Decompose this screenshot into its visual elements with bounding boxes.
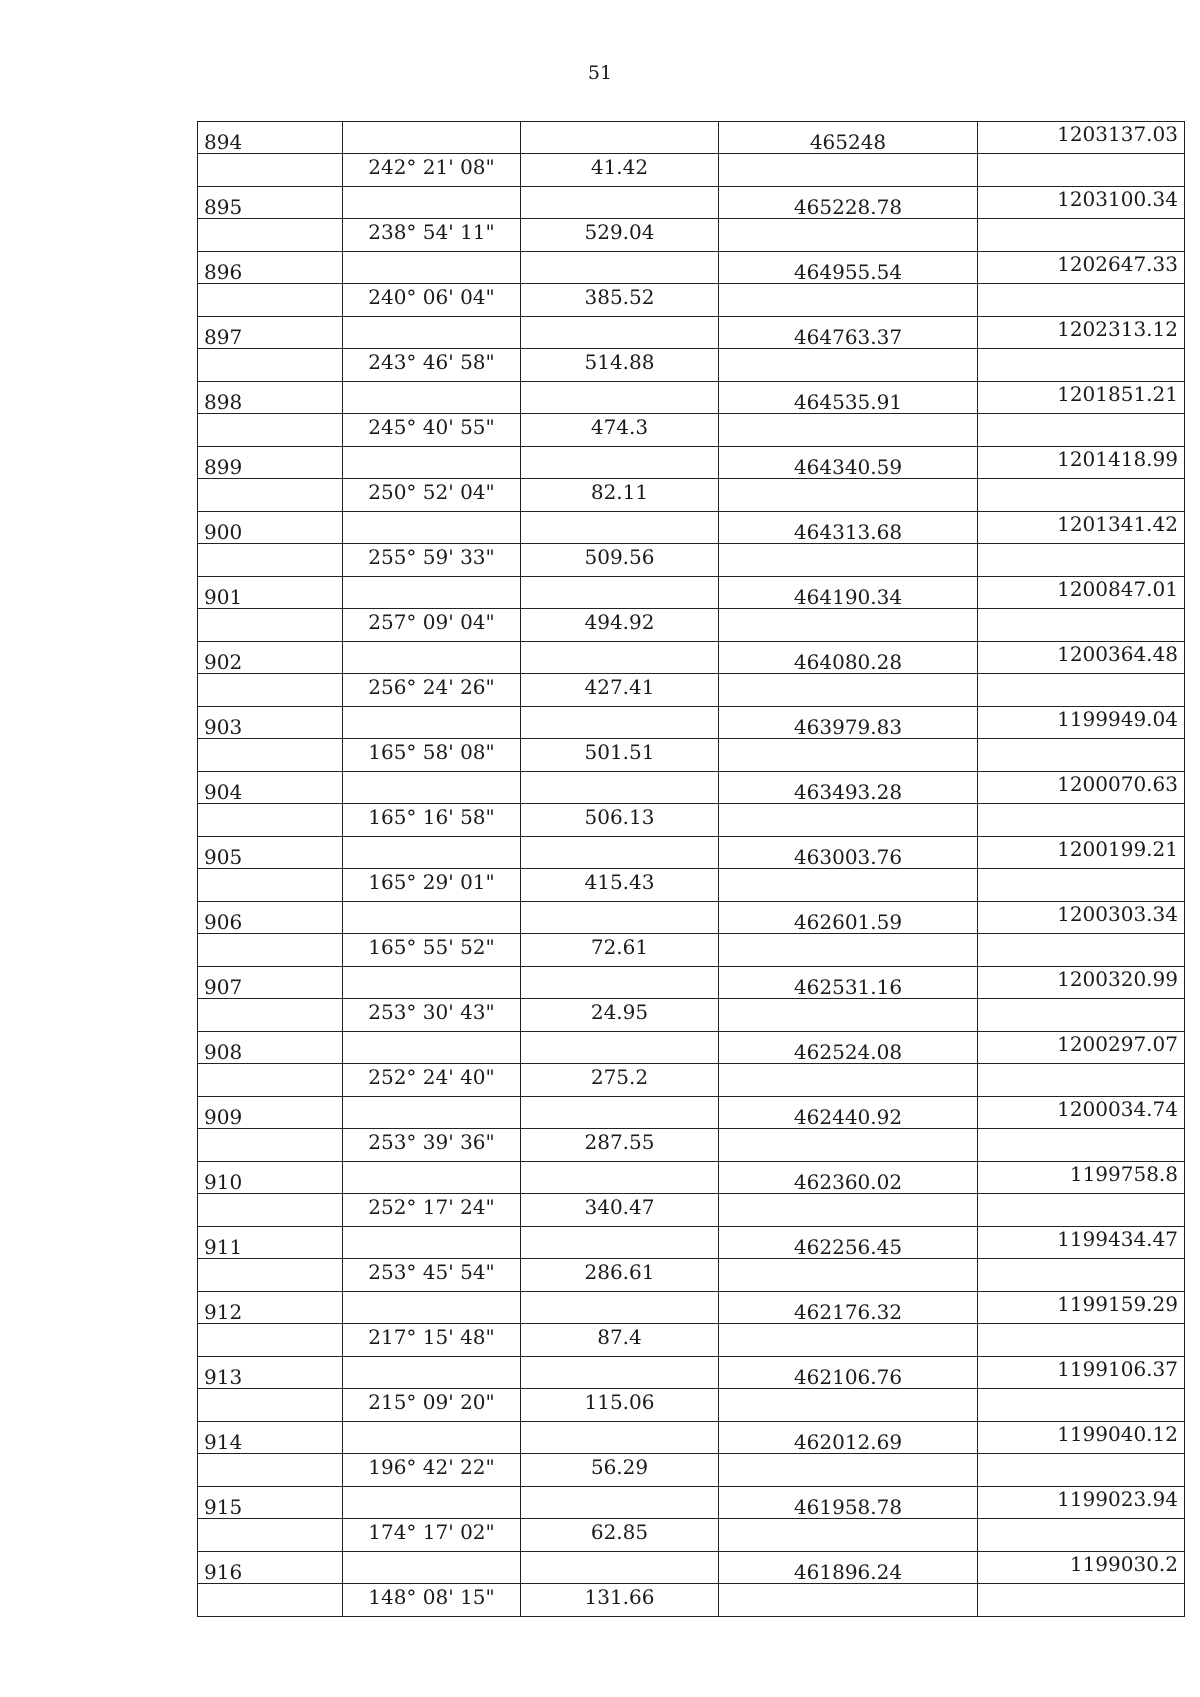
station-id-cell-empty: [198, 934, 343, 967]
bearing-cell: 256° 24' 26": [343, 674, 521, 707]
distance-cell-empty: [521, 1097, 719, 1129]
distance-cell-empty: [521, 1487, 719, 1519]
bearing-cell-empty: [343, 1422, 521, 1454]
station-id-cell: 898: [198, 382, 343, 414]
station-row: [198, 642, 1185, 674]
easting-cell-empty: [978, 1584, 1185, 1617]
station-id-cell-empty: [198, 1194, 343, 1227]
traverse-leg-row: [198, 674, 1185, 707]
easting-cell-empty: [978, 1194, 1185, 1227]
bearing-cell-empty: [343, 382, 521, 414]
bearing-cell: 252° 24' 40": [343, 1064, 521, 1097]
station-row: [198, 1292, 1185, 1324]
bearing-cell-empty: [343, 707, 521, 739]
distance-cell: 72.61: [521, 934, 719, 967]
survey-coordinates-table: [197, 121, 1185, 1617]
bearing-cell: 165° 16' 58": [343, 804, 521, 837]
station-row: [198, 187, 1185, 219]
bearing-cell: 165° 55' 52": [343, 934, 521, 967]
northing-cell: 462440.92: [719, 1097, 978, 1129]
easting-cell: 1202313.12: [978, 317, 1185, 349]
northing-cell-empty: [719, 804, 978, 837]
station-id-cell: 916: [198, 1552, 343, 1584]
station-row: [198, 902, 1185, 934]
bearing-cell-empty: [343, 642, 521, 674]
distance-cell-empty: [521, 1162, 719, 1194]
station-id-cell-empty: [198, 1324, 343, 1357]
distance-cell: 82.11: [521, 479, 719, 512]
easting-cell-empty: [978, 934, 1185, 967]
northing-cell-empty: [719, 349, 978, 382]
bearing-cell-empty: [343, 772, 521, 804]
station-id-cell-empty: [198, 1259, 343, 1292]
station-id-cell-empty: [198, 544, 343, 577]
bearing-cell: 253° 39' 36": [343, 1129, 521, 1162]
easting-cell: 1201341.42: [978, 512, 1185, 544]
station-id-cell-empty: [198, 1129, 343, 1162]
northing-cell: 464080.28: [719, 642, 978, 674]
easting-cell: 1199030.2: [978, 1552, 1185, 1584]
bearing-cell: 252° 17' 24": [343, 1194, 521, 1227]
bearing-cell-empty: [343, 1032, 521, 1064]
bearing-cell-empty: [343, 967, 521, 999]
station-row: [198, 577, 1185, 609]
distance-cell-empty: [521, 967, 719, 999]
northing-cell: 463493.28: [719, 772, 978, 804]
northing-cell: 462176.32: [719, 1292, 978, 1324]
station-id-cell: 915: [198, 1487, 343, 1519]
easting-cell-empty: [978, 1324, 1185, 1357]
bearing-cell: 250° 52' 04": [343, 479, 521, 512]
station-id-cell-empty: [198, 999, 343, 1032]
easting-cell-empty: [978, 154, 1185, 187]
station-id-cell: 895: [198, 187, 343, 219]
traverse-leg-row: [198, 1064, 1185, 1097]
station-id-cell: 905: [198, 837, 343, 869]
station-id-cell-empty: [198, 479, 343, 512]
distance-cell-empty: [521, 1422, 719, 1454]
northing-cell: 462256.45: [719, 1227, 978, 1259]
traverse-leg-row: [198, 1324, 1185, 1357]
northing-cell: 462360.02: [719, 1162, 978, 1194]
easting-cell: 1199758.8: [978, 1162, 1185, 1194]
easting-cell: 1201851.21: [978, 382, 1185, 414]
station-id-cell-empty: [198, 1584, 343, 1617]
station-row: [198, 252, 1185, 284]
easting-cell-empty: [978, 739, 1185, 772]
station-row: [198, 837, 1185, 869]
distance-cell: 24.95: [521, 999, 719, 1032]
survey-table-body: [198, 122, 1185, 1617]
distance-cell: 529.04: [521, 219, 719, 252]
bearing-cell: 217° 15' 48": [343, 1324, 521, 1357]
bearing-cell-empty: [343, 1292, 521, 1324]
northing-cell-empty: [719, 219, 978, 252]
station-id-cell-empty: [198, 349, 343, 382]
traverse-leg-row: [198, 219, 1185, 252]
traverse-leg-row: [198, 999, 1185, 1032]
bearing-cell: 243° 46' 58": [343, 349, 521, 382]
station-id-cell-empty: [198, 284, 343, 317]
bearing-cell-empty: [343, 577, 521, 609]
northing-cell: 462524.08: [719, 1032, 978, 1064]
traverse-leg-row: [198, 1259, 1185, 1292]
distance-cell-empty: [521, 317, 719, 349]
bearing-cell: 253° 45' 54": [343, 1259, 521, 1292]
northing-cell-empty: [719, 609, 978, 642]
northing-cell-empty: [719, 1194, 978, 1227]
northing-cell: 463003.76: [719, 837, 978, 869]
northing-cell: 464955.54: [719, 252, 978, 284]
northing-cell: 464763.37: [719, 317, 978, 349]
northing-cell-empty: [719, 1259, 978, 1292]
easting-cell-empty: [978, 999, 1185, 1032]
distance-cell: 385.52: [521, 284, 719, 317]
bearing-cell: 245° 40' 55": [343, 414, 521, 447]
easting-cell-empty: [978, 1064, 1185, 1097]
bearing-cell-empty: [343, 902, 521, 934]
distance-cell: 509.56: [521, 544, 719, 577]
bearing-cell-empty: [343, 317, 521, 349]
northing-cell-empty: [719, 999, 978, 1032]
traverse-leg-row: [198, 414, 1185, 447]
distance-cell: 115.06: [521, 1389, 719, 1422]
easting-cell: 1200847.01: [978, 577, 1185, 609]
bearing-cell-empty: [343, 122, 521, 154]
station-row: [198, 967, 1185, 999]
station-id-cell-empty: [198, 1389, 343, 1422]
easting-cell: 1199023.94: [978, 1487, 1185, 1519]
station-id-cell-empty: [198, 674, 343, 707]
northing-cell-empty: [719, 1389, 978, 1422]
easting-cell: 1200320.99: [978, 967, 1185, 999]
distance-cell: 340.47: [521, 1194, 719, 1227]
distance-cell-empty: [521, 577, 719, 609]
station-id-cell-empty: [198, 739, 343, 772]
bearing-cell: 196° 42' 22": [343, 1454, 521, 1487]
easting-cell-empty: [978, 544, 1185, 577]
station-id-cell: 910: [198, 1162, 343, 1194]
distance-cell-empty: [521, 1292, 719, 1324]
bearing-cell-empty: [343, 447, 521, 479]
distance-cell: 494.92: [521, 609, 719, 642]
traverse-leg-row: [198, 154, 1185, 187]
distance-cell-empty: [521, 772, 719, 804]
bearing-cell: 253° 30' 43": [343, 999, 521, 1032]
station-id-cell: 899: [198, 447, 343, 479]
bearing-cell: 257° 09' 04": [343, 609, 521, 642]
station-id-cell-empty: [198, 1454, 343, 1487]
station-row: [198, 1422, 1185, 1454]
station-row: [198, 1357, 1185, 1389]
station-id-cell: 913: [198, 1357, 343, 1389]
distance-cell: 506.13: [521, 804, 719, 837]
northing-cell: 464313.68: [719, 512, 978, 544]
traverse-leg-row: [198, 479, 1185, 512]
distance-cell: 286.61: [521, 1259, 719, 1292]
station-row: [198, 447, 1185, 479]
distance-cell: 514.88: [521, 349, 719, 382]
easting-cell: 1200303.34: [978, 902, 1185, 934]
northing-cell-empty: [719, 1324, 978, 1357]
bearing-cell: 240° 06' 04": [343, 284, 521, 317]
easting-cell: 1199040.12: [978, 1422, 1185, 1454]
station-id-cell: 908: [198, 1032, 343, 1064]
station-row: [198, 1552, 1185, 1584]
easting-cell: 1199434.47: [978, 1227, 1185, 1259]
easting-cell-empty: [978, 219, 1185, 252]
distance-cell: 56.29: [521, 1454, 719, 1487]
easting-cell-empty: [978, 414, 1185, 447]
station-row: [198, 707, 1185, 739]
traverse-leg-row: [198, 739, 1185, 772]
distance-cell-empty: [521, 1357, 719, 1389]
easting-cell: 1199949.04: [978, 707, 1185, 739]
northing-cell: 465248: [719, 122, 978, 154]
page-number: 51: [587, 62, 613, 84]
northing-cell: 462601.59: [719, 902, 978, 934]
northing-cell: 461896.24: [719, 1552, 978, 1584]
distance-cell-empty: [521, 1227, 719, 1259]
station-id-cell: 900: [198, 512, 343, 544]
station-row: [198, 1162, 1185, 1194]
bearing-cell-empty: [343, 1162, 521, 1194]
traverse-leg-row: [198, 1194, 1185, 1227]
easting-cell-empty: [978, 1129, 1185, 1162]
easting-cell-empty: [978, 1389, 1185, 1422]
distance-cell-empty: [521, 447, 719, 479]
distance-cell: 41.42: [521, 154, 719, 187]
distance-cell-empty: [521, 642, 719, 674]
station-id-cell-empty: [198, 154, 343, 187]
bearing-cell-empty: [343, 252, 521, 284]
station-id-cell: 906: [198, 902, 343, 934]
distance-cell-empty: [521, 252, 719, 284]
easting-cell-empty: [978, 869, 1185, 902]
station-id-cell: 902: [198, 642, 343, 674]
easting-cell-empty: [978, 804, 1185, 837]
station-row: [198, 772, 1185, 804]
easting-cell: 1200034.74: [978, 1097, 1185, 1129]
northing-cell: 464535.91: [719, 382, 978, 414]
station-id-cell-empty: [198, 804, 343, 837]
distance-cell-empty: [521, 187, 719, 219]
bearing-cell: 165° 29' 01": [343, 869, 521, 902]
northing-cell: 462531.16: [719, 967, 978, 999]
bearing-cell: 242° 21' 08": [343, 154, 521, 187]
traverse-leg-row: [198, 1519, 1185, 1552]
bearing-cell-empty: [343, 187, 521, 219]
easting-cell-empty: [978, 349, 1185, 382]
station-row: [198, 512, 1185, 544]
northing-cell: 461958.78: [719, 1487, 978, 1519]
station-id-cell-empty: [198, 869, 343, 902]
northing-cell-empty: [719, 479, 978, 512]
station-id-cell: 907: [198, 967, 343, 999]
easting-cell-empty: [978, 674, 1185, 707]
easting-cell: 1201418.99: [978, 447, 1185, 479]
station-id-cell: 901: [198, 577, 343, 609]
easting-cell-empty: [978, 1259, 1185, 1292]
station-id-cell-empty: [198, 609, 343, 642]
easting-cell-empty: [978, 479, 1185, 512]
northing-cell-empty: [719, 934, 978, 967]
station-id-cell-empty: [198, 1064, 343, 1097]
station-id-cell-empty: [198, 414, 343, 447]
traverse-leg-row: [198, 934, 1185, 967]
distance-cell-empty: [521, 707, 719, 739]
traverse-leg-row: [198, 1389, 1185, 1422]
northing-cell-empty: [719, 414, 978, 447]
station-row: [198, 1487, 1185, 1519]
bearing-cell-empty: [343, 837, 521, 869]
easting-cell: 1200297.07: [978, 1032, 1185, 1064]
bearing-cell: 215° 09' 20": [343, 1389, 521, 1422]
distance-cell-empty: [521, 382, 719, 414]
easting-cell: 1199106.37: [978, 1357, 1185, 1389]
distance-cell: 87.4: [521, 1324, 719, 1357]
easting-cell: 1200070.63: [978, 772, 1185, 804]
distance-cell: 415.43: [521, 869, 719, 902]
distance-cell: 287.55: [521, 1129, 719, 1162]
distance-cell-empty: [521, 1552, 719, 1584]
easting-cell-empty: [978, 1454, 1185, 1487]
bearing-cell: 174° 17' 02": [343, 1519, 521, 1552]
station-id-cell: 909: [198, 1097, 343, 1129]
station-id-cell: 914: [198, 1422, 343, 1454]
traverse-leg-row: [198, 1129, 1185, 1162]
easting-cell-empty: [978, 609, 1185, 642]
distance-cell: 474.3: [521, 414, 719, 447]
traverse-leg-row: [198, 869, 1185, 902]
bearing-cell: 255° 59' 33": [343, 544, 521, 577]
distance-cell: 62.85: [521, 1519, 719, 1552]
traverse-leg-row: [198, 284, 1185, 317]
distance-cell-empty: [521, 902, 719, 934]
station-id-cell: 912: [198, 1292, 343, 1324]
station-id-cell: 896: [198, 252, 343, 284]
northing-cell-empty: [719, 1584, 978, 1617]
station-id-cell: 911: [198, 1227, 343, 1259]
bearing-cell-empty: [343, 512, 521, 544]
station-id-cell-empty: [198, 219, 343, 252]
northing-cell: 462012.69: [719, 1422, 978, 1454]
traverse-leg-row: [198, 544, 1185, 577]
northing-cell-empty: [719, 544, 978, 577]
traverse-leg-row: [198, 804, 1185, 837]
distance-cell: 427.41: [521, 674, 719, 707]
northing-cell-empty: [719, 154, 978, 187]
distance-cell: 275.2: [521, 1064, 719, 1097]
station-id-cell: 903: [198, 707, 343, 739]
distance-cell: 501.51: [521, 739, 719, 772]
traverse-leg-row: [198, 609, 1185, 642]
northing-cell: 462106.76: [719, 1357, 978, 1389]
northing-cell-empty: [719, 739, 978, 772]
northing-cell: 463979.83: [719, 707, 978, 739]
distance-cell-empty: [521, 837, 719, 869]
northing-cell-empty: [719, 674, 978, 707]
distance-cell-empty: [521, 512, 719, 544]
bearing-cell-empty: [343, 1227, 521, 1259]
distance-cell-empty: [521, 122, 719, 154]
northing-cell: 464190.34: [719, 577, 978, 609]
bearing-cell-empty: [343, 1357, 521, 1389]
station-id-cell-empty: [198, 1519, 343, 1552]
station-row: [198, 1097, 1185, 1129]
easting-cell: 1202647.33: [978, 252, 1185, 284]
traverse-leg-row: [198, 1454, 1185, 1487]
northing-cell-empty: [719, 1519, 978, 1552]
distance-cell: 131.66: [521, 1584, 719, 1617]
bearing-cell-empty: [343, 1487, 521, 1519]
traverse-leg-row: [198, 349, 1185, 382]
bearing-cell: 165° 58' 08": [343, 739, 521, 772]
station-id-cell: 894: [198, 122, 343, 154]
northing-cell: 465228.78: [719, 187, 978, 219]
easting-cell: 1203100.34: [978, 187, 1185, 219]
bearing-cell: 148° 08' 15": [343, 1584, 521, 1617]
northing-cell-empty: [719, 1129, 978, 1162]
bearing-cell-empty: [343, 1097, 521, 1129]
easting-cell: 1200364.48: [978, 642, 1185, 674]
easting-cell: 1199159.29: [978, 1292, 1185, 1324]
easting-cell-empty: [978, 1519, 1185, 1552]
northing-cell-empty: [719, 1064, 978, 1097]
northing-cell: 464340.59: [719, 447, 978, 479]
easting-cell: 1200199.21: [978, 837, 1185, 869]
station-row: [198, 317, 1185, 349]
bearing-cell: 238° 54' 11": [343, 219, 521, 252]
easting-cell: 1203137.03: [978, 122, 1185, 154]
easting-cell-empty: [978, 284, 1185, 317]
distance-cell-empty: [521, 1032, 719, 1064]
station-row: [198, 122, 1185, 154]
station-id-cell: 904: [198, 772, 343, 804]
station-row: [198, 1032, 1185, 1064]
station-row: [198, 1227, 1185, 1259]
bearing-cell-empty: [343, 1552, 521, 1584]
station-row: [198, 382, 1185, 414]
northing-cell-empty: [719, 284, 978, 317]
traverse-leg-row: [198, 1584, 1185, 1617]
station-id-cell: 897: [198, 317, 343, 349]
northing-cell-empty: [719, 1454, 978, 1487]
northing-cell-empty: [719, 869, 978, 902]
